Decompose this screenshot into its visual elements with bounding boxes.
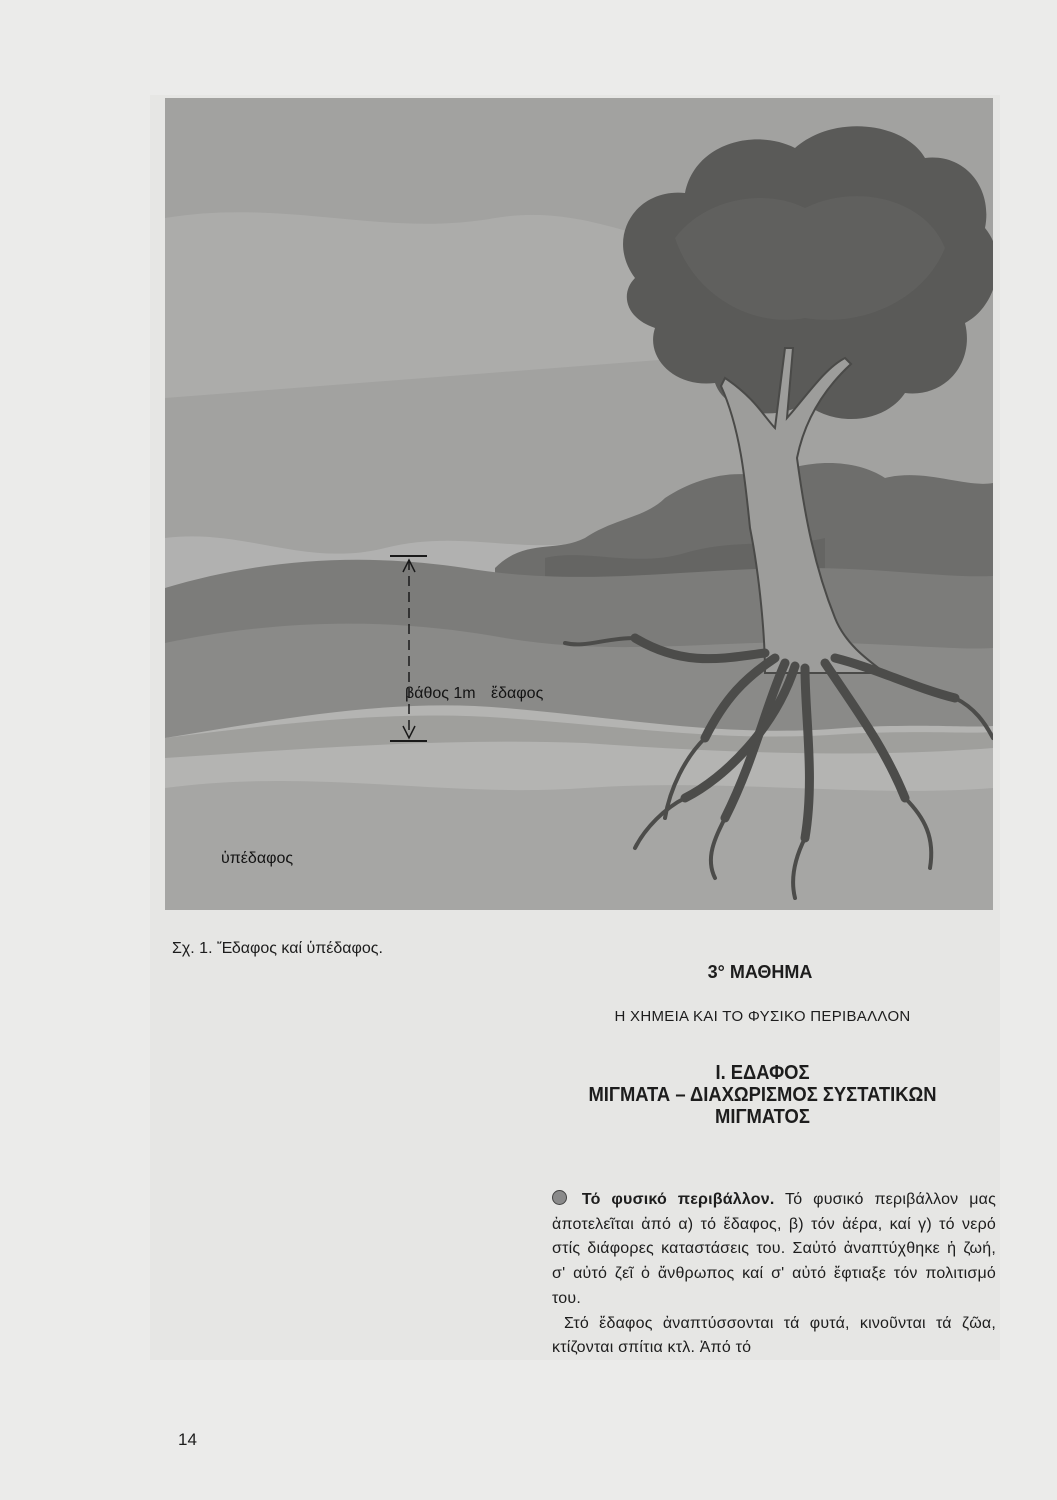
chapter-subtitle: Η ΧΗΜΕΙΑ ΚΑΙ ΤΟ ΦΥΣΙΚΟ ΠΕΡΙΒΑΛΛΟΝ <box>614 1008 911 1025</box>
section-heading <box>558 1062 967 1128</box>
paragraph-lead: Τό φυσικό περιβάλλον. <box>581 1191 775 1208</box>
bullet-icon <box>552 1190 567 1205</box>
lesson-number: 3° ΜΑΘΗΜΑ <box>707 962 813 982</box>
section-heading-line-2: ΜΙΓΜΑΤΑ – ΔΙΑΧΩΡΙΣΜΟΣ ΣΥΣΤΑΤΙΚΩΝ <box>588 1084 937 1106</box>
subsoil-label: ὑπέδαφος <box>221 850 294 867</box>
paragraph-1-text: Τό φυσικό περιβάλλον μας ἀποτελεῖται ἀπό α) τό ἔδαφος, β) τόν ἀέρα, καί γ) τό νερό στίς διάφορες καταστάσεις του. Σαὐτό ἀναπτύχθηκε ἡ ζωή, σ' αὐτό ζεῖ ὁ ἄνθρωπος καί σ' αὐτό ἔφτιαξε τόν πολιτισμό του. <box>552 1191 996 1307</box>
section-heading-line-3: ΜΙΓΜΑΤΟΣ <box>715 1106 810 1128</box>
soil-illustration <box>165 98 993 910</box>
section-heading-line-1: Ι. ΕΔΑΦΟΣ <box>715 1062 810 1084</box>
soil-label: ἔδαφος <box>491 685 544 702</box>
tree-and-soil-drawing <box>165 98 993 910</box>
paragraph-1 <box>552 1188 996 1312</box>
body-text <box>552 1188 996 1361</box>
paragraph-2: Στό ἔδαφος ἀναπτύσσονται τά φυτά, κινοῦνται τά ζῶα, κτίζονται σπίτια κτλ. Ἀπό τό <box>552 1314 996 1357</box>
figure-caption: Σχ. 1. Ἔδαφος καί ὑπέδαφος. <box>172 940 383 957</box>
depth-label: βάθος 1m <box>405 685 476 702</box>
page-number: 14 <box>178 1430 197 1449</box>
